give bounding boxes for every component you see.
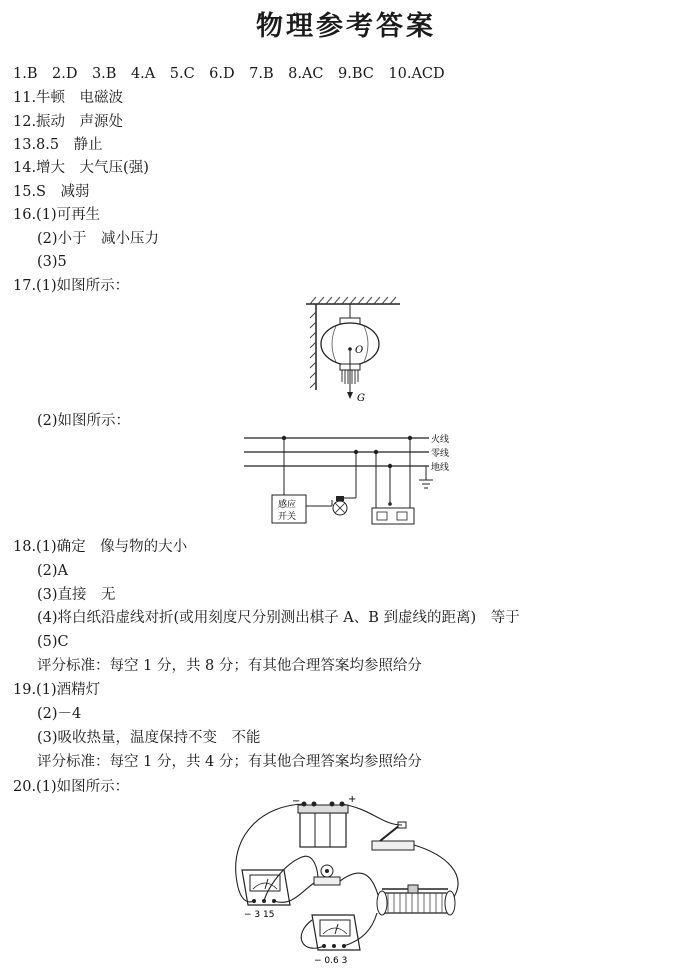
battery-plus-label: +	[348, 795, 357, 805]
answer-17-2: (2)如图所示：	[37, 413, 131, 429]
answer-18-4: (4)将白纸沿虚线对折(或用刻度尺分别测出棋子 A、B 到虚线的距离) 等于	[37, 610, 520, 626]
answer-16-2: (2)小于 减小压力	[37, 231, 160, 247]
answer-18-2: (2)A	[37, 563, 69, 579]
lantern-center-label: O	[355, 345, 364, 356]
ammeter-terminal-label: − 0.6 3	[314, 956, 348, 966]
voltmeter	[242, 870, 290, 905]
knife-switch	[372, 822, 414, 850]
answer-11: 11.牛顿 电磁波	[13, 90, 124, 106]
household-circuit-figure	[244, 430, 469, 530]
answer-19-2: (2)－4	[37, 706, 82, 722]
scoring-note-18: 评分标准：每空 1 分，共 8 分；有其他合理答案均参照给分	[37, 658, 422, 674]
live-wire-label: 火线	[431, 435, 450, 445]
ground-wire-label: 地线	[431, 463, 450, 473]
answer-16-3: (3)5	[37, 254, 67, 270]
answer-18-3: (3)直接 无	[37, 587, 116, 603]
answer-13: 13.8.5 静止	[13, 137, 103, 153]
page-title: 物理参考答案	[256, 11, 436, 42]
rheostat	[377, 885, 455, 915]
answer-17-1: 17.(1)如图所示：	[13, 278, 130, 294]
answer-19-1: 19.(1)酒精灯	[13, 682, 101, 698]
voltmeter-terminal-label: − 3 15	[244, 910, 275, 920]
sensor-switch-label-2: 开关	[278, 512, 297, 522]
lantern-gravity-label: G	[357, 393, 365, 404]
answer-18-5: (5)C	[37, 634, 69, 650]
sensor-switch-label-1: 感应	[278, 500, 297, 510]
ammeter	[312, 915, 360, 950]
answer-20-1: 20.(1)如图所示：	[13, 779, 130, 795]
answer-18-1: 18.(1)确定 像与物的大小	[13, 539, 188, 555]
battery-minus-label: −	[292, 796, 301, 807]
experiment-circuit-figure	[222, 795, 472, 975]
answer-15: 15.S 减弱	[13, 184, 90, 200]
scoring-note-19: 评分标准：每空 1 分，共 4 分；有其他合理答案均参照给分	[37, 754, 422, 770]
answer-12: 12.振动 声源处	[13, 114, 124, 130]
lantern-figure	[300, 294, 410, 406]
battery	[298, 802, 348, 848]
neutral-wire-label: 零线	[431, 449, 450, 459]
answer-16-1: 16.(1)可再生	[13, 207, 101, 223]
answer-19-3: (3)吸收热量，温度保持不变 不能	[37, 730, 261, 746]
answer-14: 14.增大 大气压(强)	[13, 160, 149, 176]
answers-1-10: 1.B 2.D 3.B 4.A 5.C 6.D 7.B 8.AC 9.BC 10.ACD	[13, 66, 445, 82]
